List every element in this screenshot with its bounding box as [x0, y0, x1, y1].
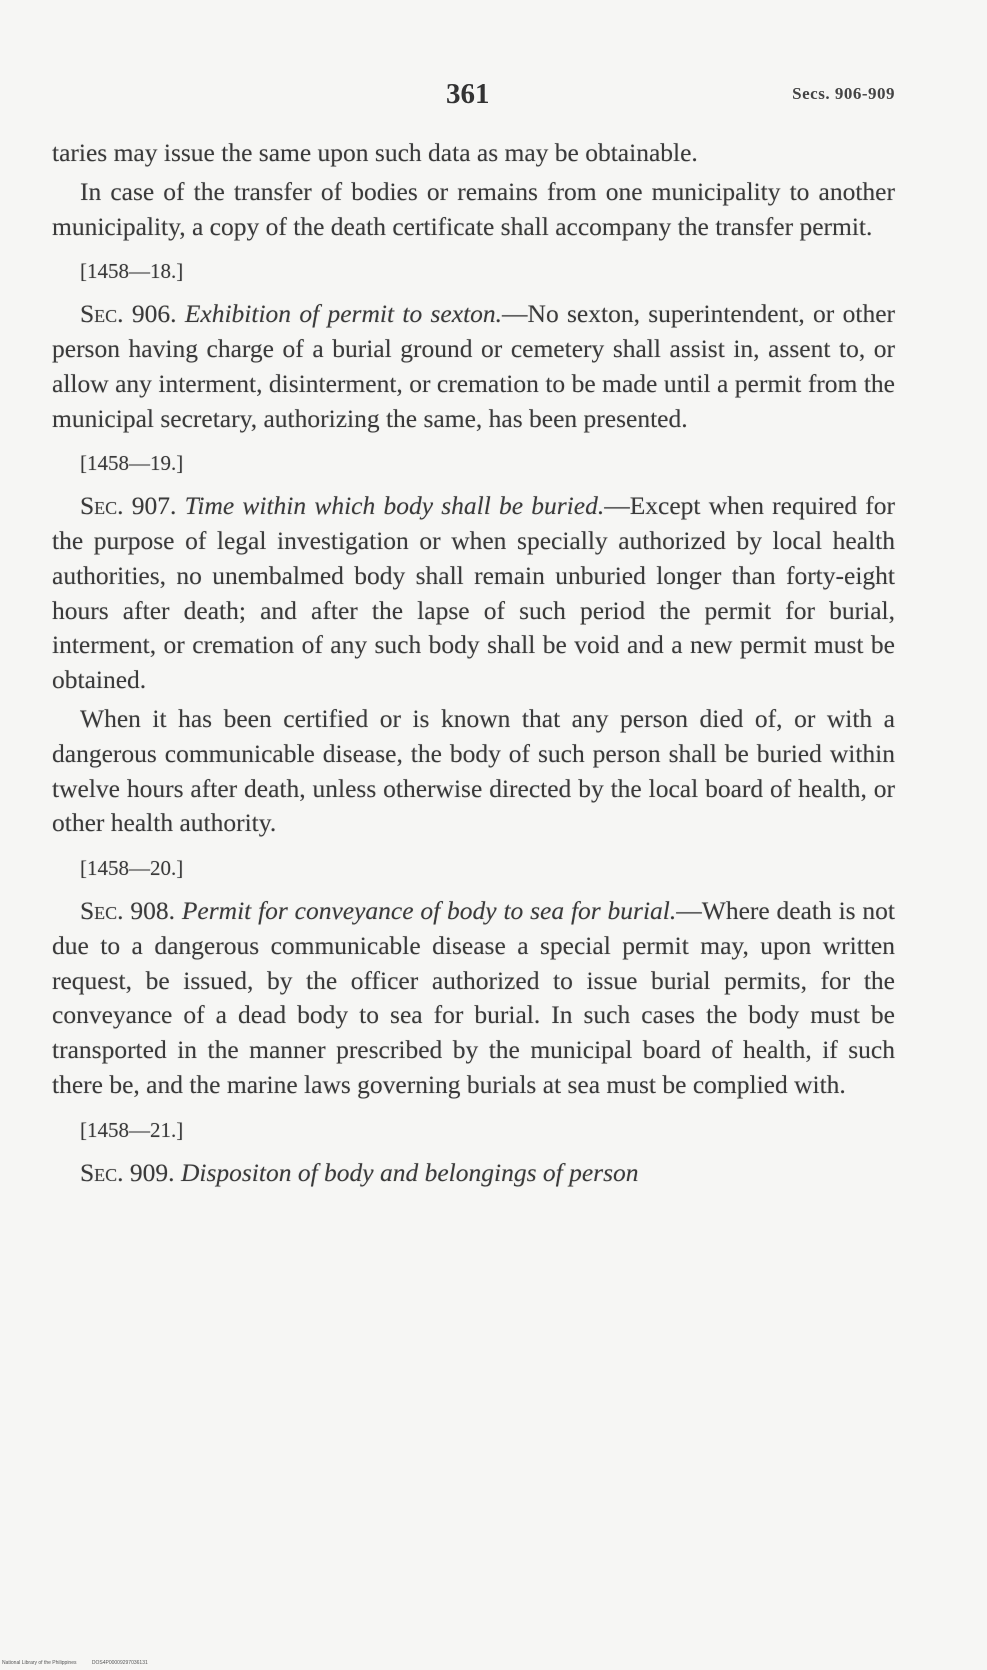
- citation-906: [1458—18.]: [80, 259, 184, 284]
- section-906-title: Exhibition of permit to sexton.: [184, 299, 503, 329]
- section-908-title: Permit for conveyance of body to sea for burial.: [181, 895, 677, 925]
- section-906-text: —No sexton, superintendent, or other person having charge of a burial ground or cemetery shall assist in, assent to, or allow any interment, disinterment, or cremation to be made until a permit from the municipal secretary, authorizing the same, has been presented.: [52, 299, 896, 433]
- scan-footer: [2, 1660, 162, 1666]
- section-906-label: Sec. 906.: [80, 299, 177, 329]
- section-908-label: Sec. 908.: [80, 895, 176, 925]
- page-header: [0, 78, 987, 118]
- section-907-extra: When it has been certified or is known that any person died of, or with a dangerous communicable disease, the body of such person shall be buried within twelve hours after death, unless otherwise directed by the local board of health, or other health authority.: [52, 703, 895, 838]
- citation-908: [1458—20.]: [80, 856, 184, 881]
- section-909: [52, 1156, 895, 1191]
- sections-range: Secs. 906-909: [792, 84, 895, 103]
- section-908-text: —Where death is not due to a dangerous communicable disease a special permit may, upon written request, be issued, by the officer authorized to issue burial permits, for the conveyance of a dead body to sea for burial. In such cases the body must be transported in the manner prescribed by the municipal board of health, if such there be, and the marine laws governing burials at sea must be complied with.: [52, 895, 895, 1099]
- continuation-paragraph: taries may issue the same upon such data as may be obtainable.: [52, 138, 698, 167]
- section-909-label: Sec. 909.: [80, 1157, 175, 1187]
- citation-907: [1458—19.]: [80, 451, 184, 476]
- page-body: [52, 136, 895, 1190]
- section-909-title: Dispositon of body and belongings of person: [180, 1157, 639, 1187]
- transfer-paragraph: In case of the transfer of bodies or remains from one municipality to another municipality, a copy of the death certificate shall accompany the transfer permit.: [52, 176, 895, 241]
- section-907: [52, 489, 895, 698]
- footer-library: National Library of the Philippines: [2, 1660, 77, 1666]
- footer-code: DOS4P00009297036131: [91, 1660, 148, 1666]
- section-907-label: Sec. 907.: [80, 491, 177, 521]
- section-907-title: Time within which body shall be buried.: [184, 491, 605, 521]
- page-number: 361: [446, 78, 490, 110]
- citation-909: [1458—21.]: [80, 1117, 184, 1142]
- section-906: [52, 297, 895, 436]
- section-907-text: —Except when required for the purpose of legal investigation or when specially authorized by local health authorities, no unembalmed body shall remain unburied longer than forty-eight hours after death; and after the lapse of such period the permit for burial, interment, or cremation of any such body shall be void and a new permit must be obtained.: [52, 491, 896, 695]
- section-908: [52, 894, 895, 1103]
